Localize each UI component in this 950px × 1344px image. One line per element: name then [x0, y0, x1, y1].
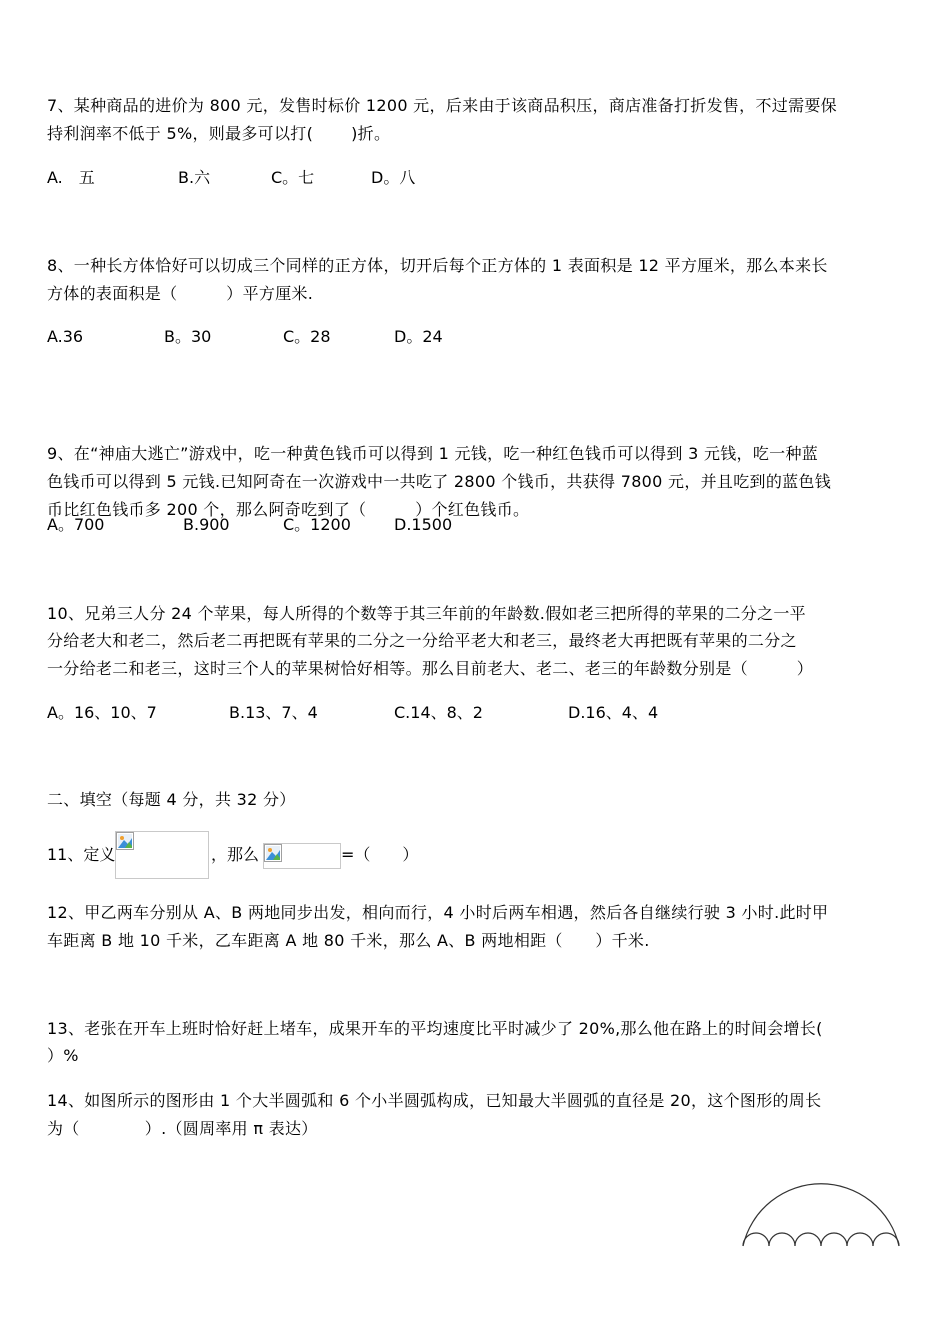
q8-option-c: C。28: [283, 327, 331, 346]
q10-text-line-1: 10、兄弟三人分 24 个苹果，每人所得的个数等于其三年前的年龄数.假如老三把所得的苹果的二分之一平: [47, 604, 806, 623]
q12-text-line-2: 车距离 B 地 10 千米，乙车距离 A 地 80 千米，那么 A、B 两地相距（ ）千米.: [47, 931, 650, 950]
q7-text-line-2: 持利润率不低于 5%，则最多可以打( )折。: [47, 124, 391, 143]
q8-options: [47, 327, 547, 347]
q9-text-line-2: 色钱币可以得到 5 元钱.已知阿奇在一次游戏中一共吃了 2800 个钱币，共获得 7800 元，并且吃到的蓝色钱: [47, 472, 832, 491]
broken-image-icon: [116, 832, 134, 850]
semicircle-arcs-figure: [735, 1160, 905, 1252]
small-semicircle-arcs: [743, 1233, 899, 1246]
q9-option-d: D.1500: [394, 515, 453, 534]
q9-option-a: A。700: [47, 515, 105, 534]
small-semicircle-arc: [795, 1233, 821, 1246]
large-semicircle-arc: [743, 1184, 899, 1246]
small-semicircle-arc: [847, 1233, 873, 1246]
q10-option-c: C.14、8、2: [394, 703, 483, 722]
q9-option-c: C。1200: [283, 515, 351, 534]
q11-expression-image-placeholder: [263, 843, 341, 869]
q10-option-a: A。16、10、7: [47, 703, 157, 722]
q11-definition-image-placeholder: [115, 831, 209, 879]
q13-text-line-1: 13、老张在开车上班时恰好赶上堵车，成果开车的平均速度比平时减少了 20%,那么他在路上的时间会增长(: [47, 1019, 823, 1038]
q11-row: [47, 843, 907, 867]
small-semicircle-arc: [769, 1233, 795, 1246]
section-2-title: 二、填空（每题 4 分，共 32 分）: [47, 790, 296, 809]
q12-text-line-1: 12、甲乙两车分别从 A、B 两地同步出发，相向而行，4 小时后两车相遇，然后各自继续行驶 3 小时.此时甲: [47, 903, 829, 922]
q9-option-b: B.900: [183, 515, 230, 534]
q9-options: [47, 515, 547, 535]
q7-option-a: A. 五: [47, 168, 95, 187]
q8-text-line-2: 方体的表面积是（ ）平方厘米.: [47, 284, 314, 303]
q14-text-line-2: 为（ ）.（圆周率用 π 表达）: [47, 1119, 318, 1138]
q9-text-line-3: 币比红色钱币多 200 个，那么阿奇吃到了（ ）个红色钱币。: [47, 500, 530, 519]
q10-options: [47, 703, 747, 723]
q8-option-d: D。24: [394, 327, 443, 346]
q14-text-line-1: 14、如图所示的图形由 1 个大半圆弧和 6 个小半圆弧构成，已知最大半圆弧的直径是 20，这个图形的周长: [47, 1091, 822, 1110]
q11-suffix: =（ ）: [341, 845, 419, 864]
q7-option-d: D。八: [371, 168, 416, 187]
small-semicircle-arc: [821, 1233, 847, 1246]
q7-text-line-1: 7、某种商品的进价为 800 元，发售时标价 1200 元，后来由于该商品积压，商店准备打折发售，不过需要保: [47, 96, 837, 115]
q8-option-a: A.36: [47, 327, 84, 346]
q10-text-line-3: 一分给老二和老三，这时三个人的苹果树恰好相等。那么目前老大、老二、老三的年龄数分别是（ ）: [47, 659, 814, 678]
q7-option-b: B.六: [178, 168, 211, 187]
q11-prefix: 11、定义: [47, 845, 116, 864]
q7-option-c: C。七: [271, 168, 315, 187]
q8-text-line-1: 8、一种长方体恰好可以切成三个同样的正方体，切开后每个正方体的 1 表面积是 12 平方厘米，那么本来长: [47, 256, 828, 275]
q9-text-line-1: 9、在“神庙大逃亡”游戏中，吃一种黄色钱币可以得到 1 元钱，吃一种红色钱币可以得到 3 元钱，吃一种蓝: [47, 444, 819, 463]
q8-option-b: B。30: [164, 327, 212, 346]
q11-middle: ，那么: [211, 845, 260, 864]
broken-image-icon: [264, 844, 282, 862]
q10-option-d: D.16、4、4: [568, 703, 659, 722]
q7-options: [47, 168, 547, 188]
q10-text-line-2: 分给老大和老二，然后老二再把既有苹果的二分之一分给平老大和老三，最终老大再把既有苹果的二分之: [47, 631, 797, 650]
q13-text-line-2: ）%: [47, 1046, 79, 1065]
q10-option-b: B.13、7、4: [229, 703, 318, 722]
